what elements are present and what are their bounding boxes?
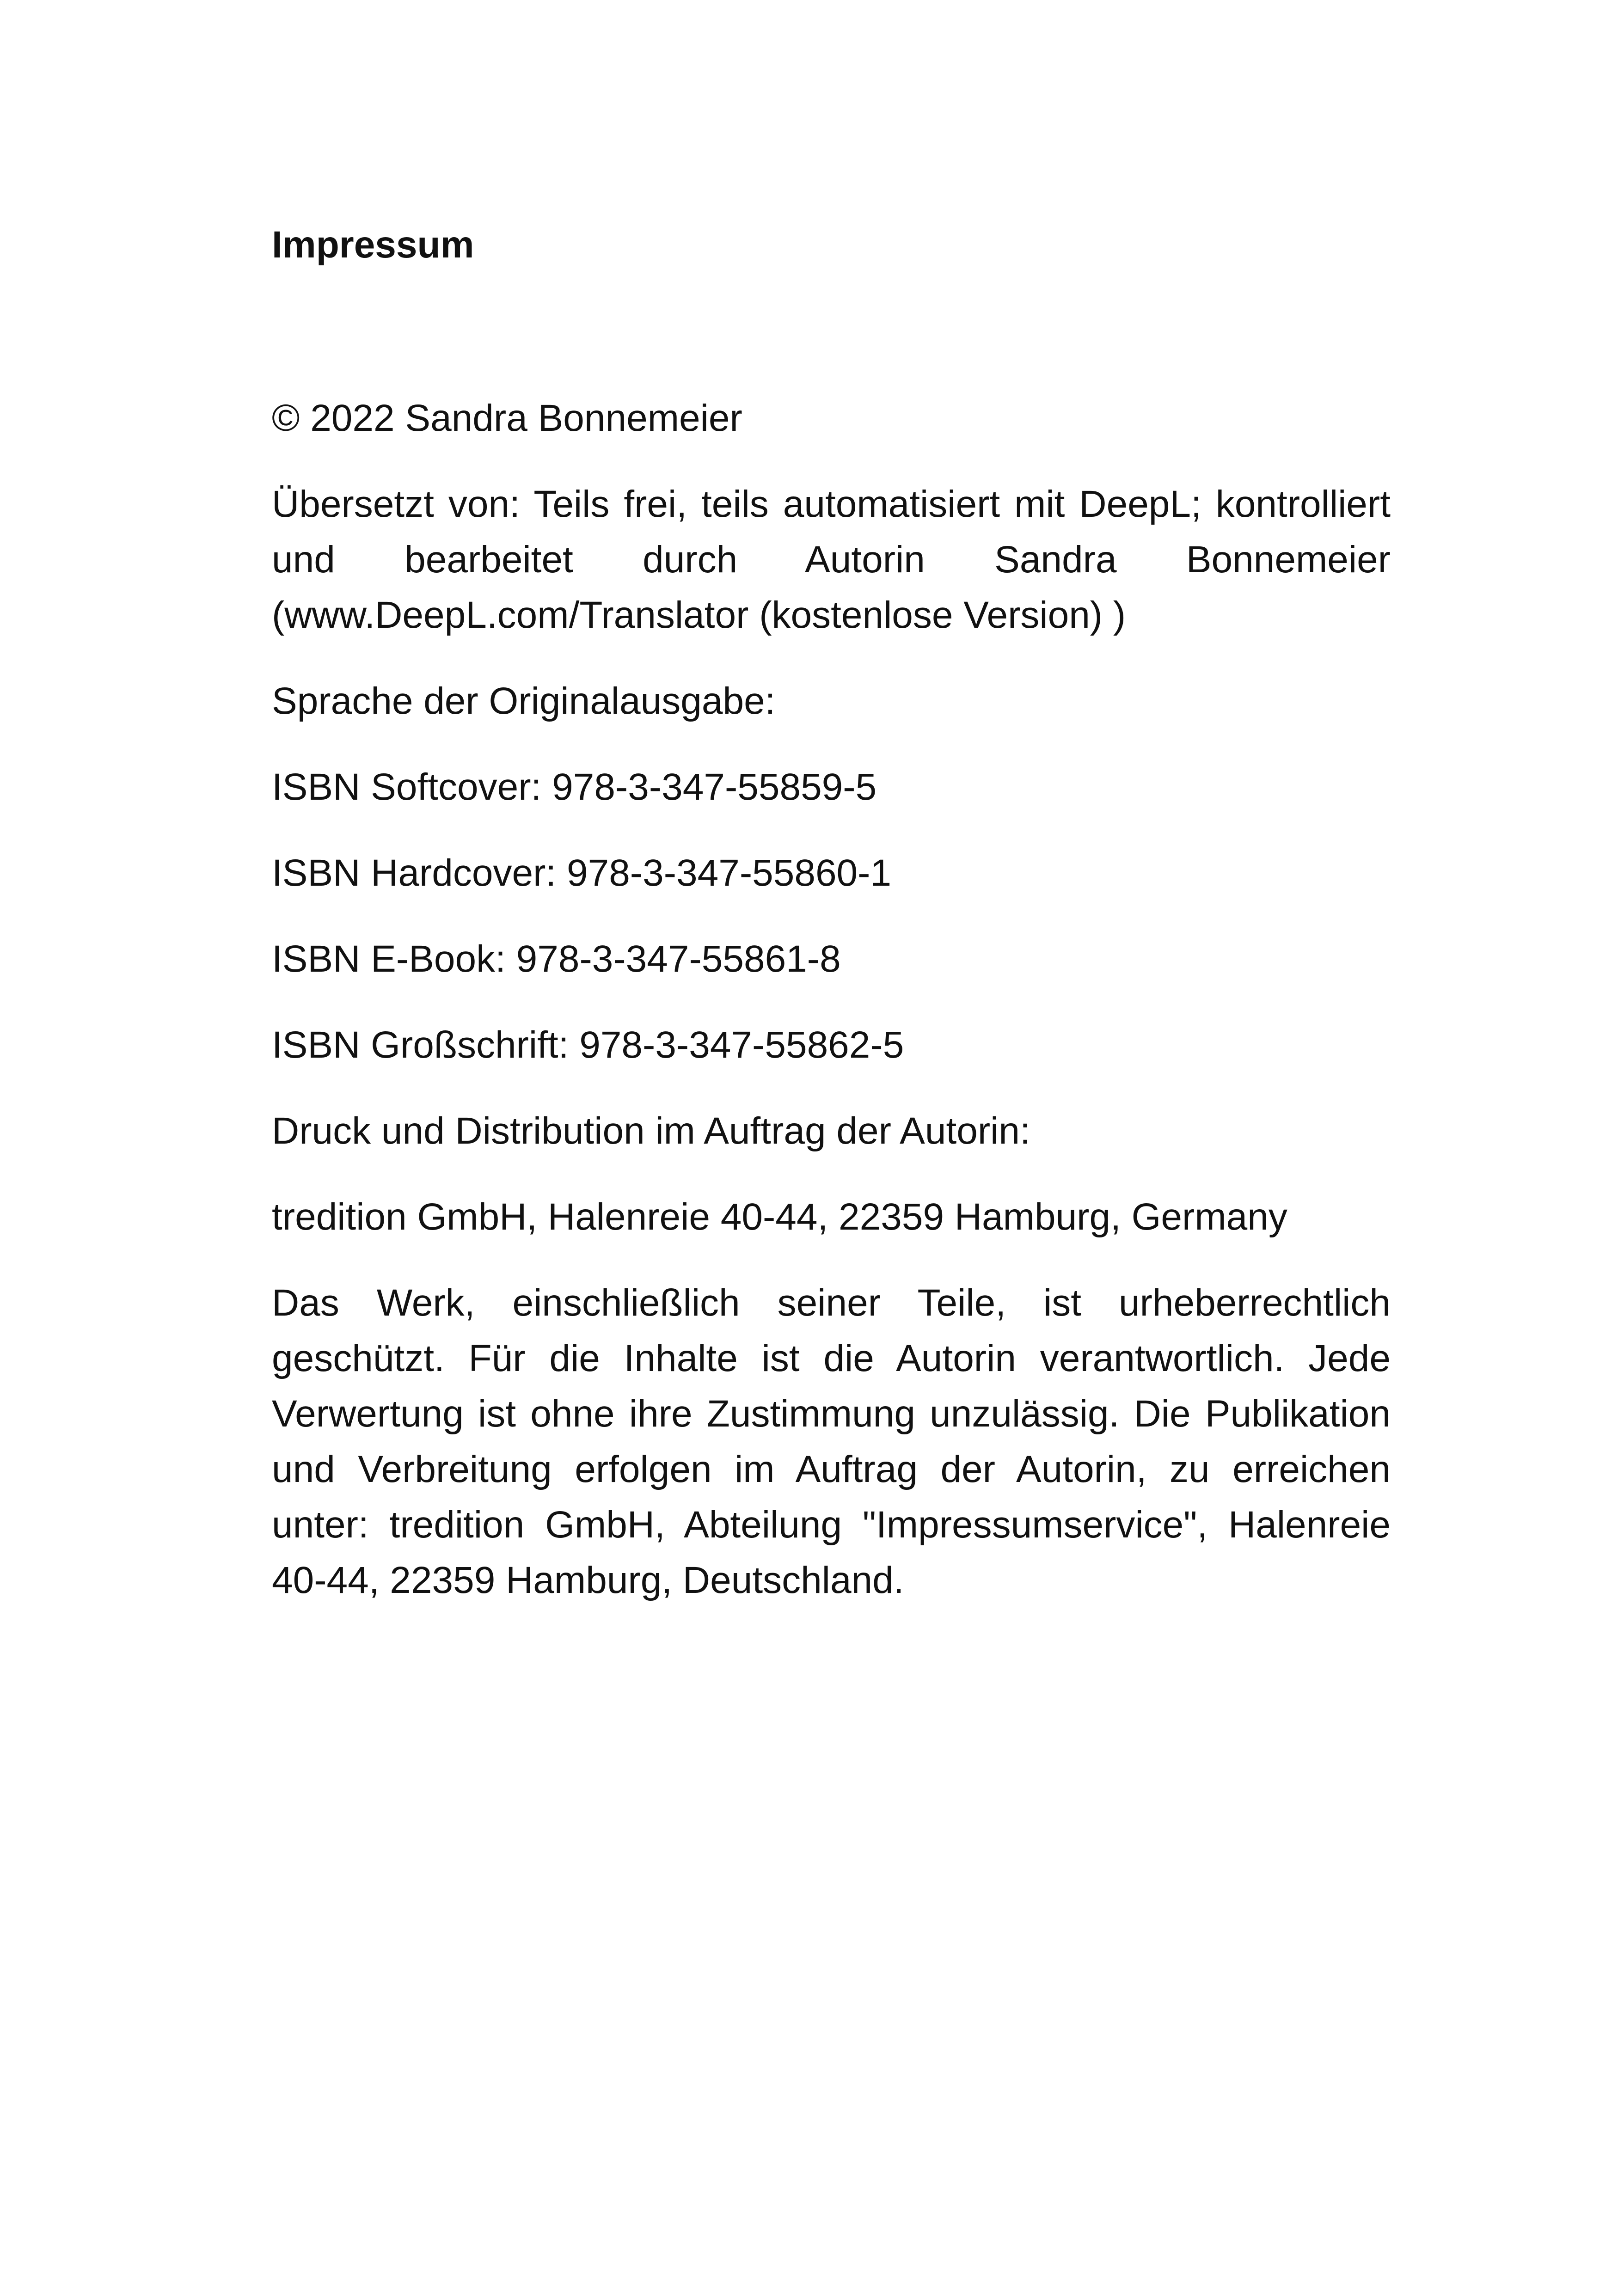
original-language-line: Sprache der Originalausgabe:: [272, 680, 776, 722]
imprint-heading: Impressum: [272, 224, 474, 266]
isbn-softcover: ISBN Softcover: 978-3-347-55859-5: [272, 766, 877, 808]
imprint-content: [272, 217, 1391, 1608]
isbn-ebook: ISBN E-Book: 978-3-347-55861-8: [272, 938, 841, 980]
translation-note: Übersetzt von: Teils frei, teils automatisiert mit DeepL; kontrolliert und bearbeitet durch Autorin Sandra Bonnemeier (www.DeepL.com/Translator (kostenlose Version) ): [272, 483, 1391, 636]
publisher-address: tredition GmbH, Halenreie 40-44, 22359 Hamburg, Germany: [272, 1196, 1287, 1238]
legal-notice: Das Werk, einschließlich seiner Teile, ist urheberrechtlich geschützt. Für die Inhalte ist die Autorin verantwortlich. Jede Verwertung ist ohne ihre Zustimmung unzulässig. Die Publikation und Verbreitung erfolgen im Auftrag der Autorin, zu erreichen unter: tredition GmbH, Abteilung "Impressumservice", Halenreie 40-44, 22359 Hamburg, Deutschland.: [272, 1282, 1391, 1601]
isbn-large-print: ISBN Großschrift: 978-3-347-55862-5: [272, 1024, 904, 1066]
isbn-hardcover: ISBN Hardcover: 978-3-347-55860-1: [272, 852, 892, 894]
print-distribution-line: Druck und Distribution im Auftrag der Autorin:: [272, 1110, 1030, 1152]
copyright-line: © 2022 Sandra Bonnemeier: [272, 397, 742, 439]
